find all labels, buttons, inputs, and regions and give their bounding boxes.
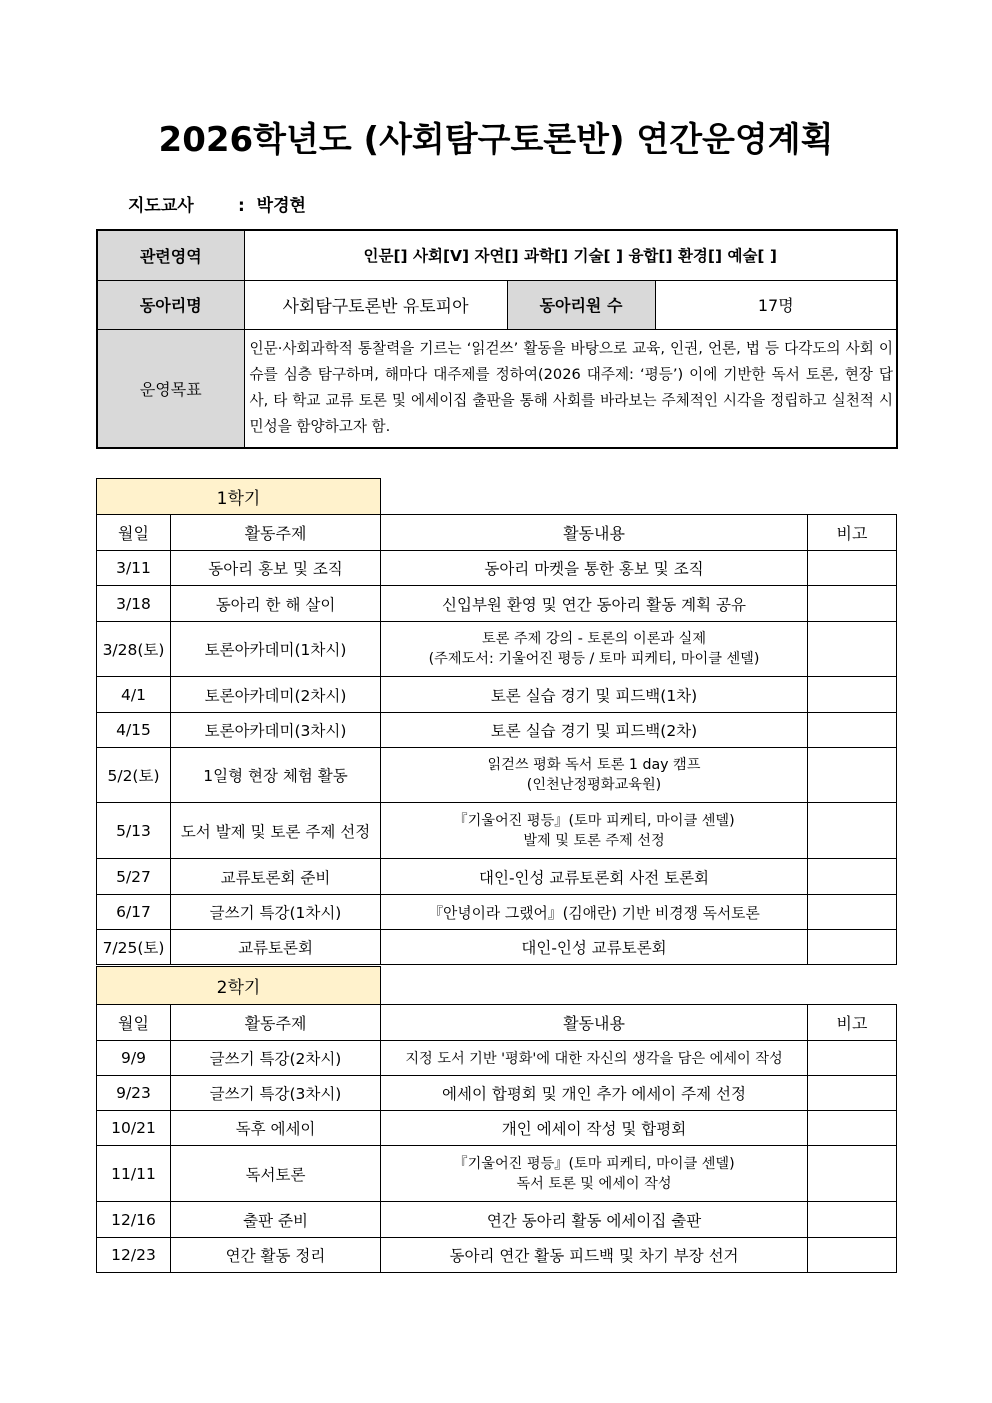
table-row: [97, 622, 897, 677]
row-note: [808, 1202, 897, 1238]
goal-label: 운영목표: [97, 329, 244, 448]
row-note: [808, 622, 897, 677]
row-note: [808, 1041, 897, 1076]
row-content: 『안녕이라 그랬어』(김애란) 기반 비경쟁 독서토론: [381, 895, 808, 930]
row-date: 10/21: [97, 1111, 171, 1146]
semester1-label: 1학기: [97, 479, 381, 515]
row-topic: 교류토론회: [171, 930, 381, 965]
row-note: [808, 1146, 897, 1202]
table-row: [97, 1238, 897, 1273]
table-row: [97, 895, 897, 930]
row-note: [808, 748, 897, 803]
row-topic: 토론아카데미(1차시): [171, 622, 381, 677]
table-row: [97, 713, 897, 748]
table-row: [97, 677, 897, 713]
club-name-value: 사회탐구토론반 유토피아: [244, 280, 507, 329]
row-note: [808, 859, 897, 895]
table-row: [97, 586, 897, 622]
row-content: 에세이 합평회 및 개인 추가 에세이 주제 선정: [381, 1076, 808, 1111]
row-content: [381, 622, 808, 677]
col-topic: 활동주제: [171, 1005, 381, 1041]
row-note: [808, 895, 897, 930]
semester2-table: [96, 966, 897, 1273]
row-date: 7/25(토): [97, 930, 171, 965]
row-note: [808, 677, 897, 713]
row-date: 3/28(토): [97, 622, 171, 677]
row-date: 12/16: [97, 1202, 171, 1238]
row-content: [381, 1146, 808, 1202]
row-content: [381, 748, 808, 803]
row-topic: 도서 발제 및 토론 주제 선정: [171, 803, 381, 859]
table-row: [97, 748, 897, 803]
row-note: [808, 803, 897, 859]
row-date: 3/18: [97, 586, 171, 622]
row-content: 지정 도서 기반 '평화'에 대한 자신의 생각을 담은 에세이 작성: [381, 1041, 808, 1076]
row-date: 6/17: [97, 895, 171, 930]
row-note: [808, 586, 897, 622]
row-content-line1: 토론 주제 강의 - 토론의 이론과 실제: [481, 631, 707, 647]
table-row: [97, 551, 897, 586]
row-content-line1: 읽걷쓰 평화 독서 토론 1 day 캠프: [487, 757, 701, 773]
row-content-line2: 발제 및 토론 주제 선정: [523, 832, 665, 849]
row-topic: 연간 활동 정리: [171, 1238, 381, 1273]
advisor-name: 박경현: [256, 196, 306, 216]
table-row: [97, 930, 897, 965]
row-date: 5/13: [97, 803, 171, 859]
row-content: 신입부원 환영 및 연간 동아리 활동 계획 공유: [381, 586, 808, 622]
row-note: [808, 1238, 897, 1273]
row-date: 11/11: [97, 1146, 171, 1202]
row-topic: 글쓰기 특강(3차시): [171, 1076, 381, 1111]
col-content: 활동내용: [381, 1005, 808, 1041]
row-topic: 동아리 홍보 및 조직: [171, 551, 381, 586]
row-date: 12/23: [97, 1238, 171, 1273]
row-date: 5/2(토): [97, 748, 171, 803]
semester1-table: [96, 478, 897, 965]
row-note: [808, 551, 897, 586]
row-date: 4/15: [97, 713, 171, 748]
row-topic: 동아리 한 해 살이: [171, 586, 381, 622]
row-topic: 출판 준비: [171, 1202, 381, 1238]
row-topic: 글쓰기 특강(2차시): [171, 1041, 381, 1076]
page-title: 2026학년도 (사회탐구토론반) 연간운영계획: [158, 120, 834, 160]
col-content: 활동내용: [381, 515, 808, 551]
row-content: 대인-인성 교류토론회 사전 토론회: [381, 859, 808, 895]
members-label: 동아리원 수: [507, 280, 655, 329]
advisor-label: 지도교사: [128, 196, 194, 216]
col-note: 비고: [808, 1005, 897, 1041]
row-content: 대인-인성 교류토론회: [381, 930, 808, 965]
row-note: [808, 930, 897, 965]
table-row: [97, 1146, 897, 1202]
col-note: 비고: [808, 515, 897, 551]
row-topic: 글쓰기 특강(1차시): [171, 895, 381, 930]
col-date: 월일: [97, 515, 171, 551]
table-row: [97, 859, 897, 895]
row-note: [808, 1076, 897, 1111]
row-date: 3/11: [97, 551, 171, 586]
area-value: 인문[] 사회[V] 자연[] 과학[] 기술[ ] 융합[] 환경[] 예술[ ]: [244, 230, 897, 280]
row-note: [808, 1111, 897, 1146]
club-name-label: 동아리명: [97, 280, 244, 329]
row-date: 9/9: [97, 1041, 171, 1076]
col-topic: 활동주제: [171, 515, 381, 551]
row-content: 개인 에세이 작성 및 합평회: [381, 1111, 808, 1146]
table-row: [97, 1202, 897, 1238]
table-row: [97, 1076, 897, 1111]
semester2-label: 2학기: [97, 967, 381, 1005]
row-date: 9/23: [97, 1076, 171, 1111]
row-topic: 1일형 현장 체험 활동: [171, 748, 381, 803]
row-topic: 교류토론회 준비: [171, 859, 381, 895]
row-content: 동아리 연간 활동 피드백 및 차기 부장 선거: [381, 1238, 808, 1273]
row-note: [808, 713, 897, 748]
row-content: [381, 803, 808, 859]
table-row: [97, 803, 897, 859]
row-content-line1: 『기울어진 평등』(토마 피케티, 마이클 센델): [453, 812, 735, 829]
members-value: 17명: [655, 280, 897, 329]
row-date: 4/1: [97, 677, 171, 713]
row-content-line2: (인천난정평화교육원): [526, 777, 662, 793]
row-topic: 토론아카데미(2차시): [171, 677, 381, 713]
advisor-separator: :: [238, 196, 245, 216]
row-topic: 독후 에세이: [171, 1111, 381, 1146]
row-topic: 독서토론: [171, 1146, 381, 1202]
row-content: 연간 동아리 활동 에세이집 출판: [381, 1202, 808, 1238]
row-content-line2: (주제도서: 기울어진 평등 / 토마 피케티, 마이클 센델): [428, 651, 760, 667]
table-row: [97, 1111, 897, 1146]
club-info-table: [96, 229, 898, 449]
table-row: [97, 1041, 897, 1076]
advisor-line: [128, 191, 306, 216]
row-content-line2: 독서 토론 및 에세이 작성: [516, 1175, 672, 1192]
row-content: 토론 실습 경기 및 피드백(1차): [381, 677, 808, 713]
col-date: 월일: [97, 1005, 171, 1041]
row-topic: 토론아카데미(3차시): [171, 713, 381, 748]
area-label: 관련영역: [97, 230, 244, 280]
row-date: 5/27: [97, 859, 171, 895]
row-content: 토론 실습 경기 및 피드백(2차): [381, 713, 808, 748]
row-content: 동아리 마켓을 통한 홍보 및 조직: [381, 551, 808, 586]
goal-value: 인문·사회과학적 통찰력을 기르는 ‘읽걷쓰’ 활동을 바탕으로 교육, 인권, 언론, 법 등 다각도의 사회 이슈를 심층 탐구하며, 해마다 대주제를 정하여(2026 대주제: ‘평등’) 이에 기반한 독서 토론, 현장 답사, 타 학교 교류 토론 및 에세이집 출판을 통해 사회를 바라보는 주체적인 시각을 정립하고 실천적 시민성을 함양하고자 함.: [244, 329, 897, 448]
row-content-line1: 『기울어진 평등』(토마 피케티, 마이클 센델): [453, 1155, 735, 1172]
